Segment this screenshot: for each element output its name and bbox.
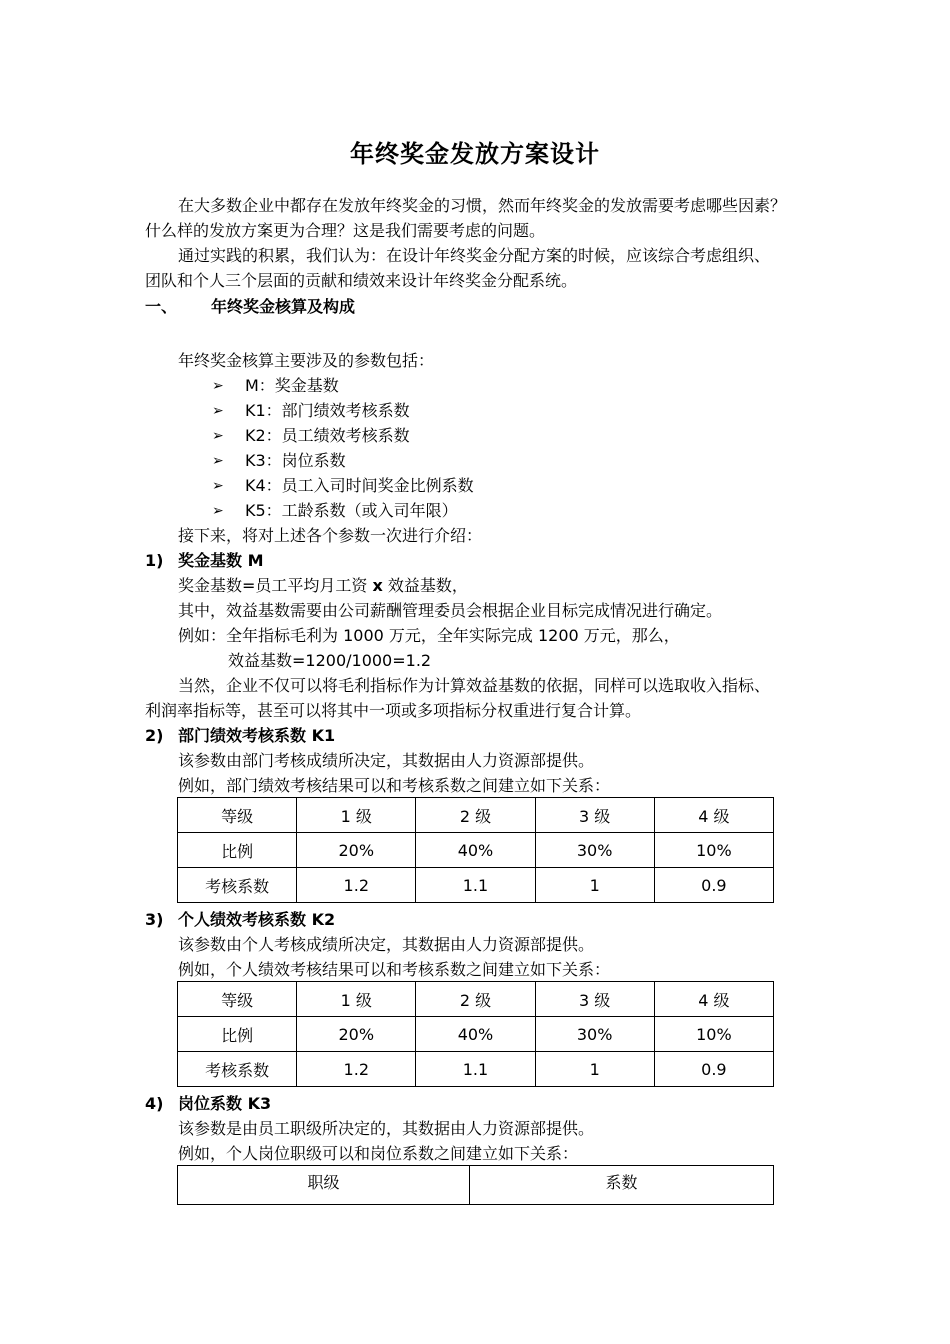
table-row: [178, 1017, 774, 1052]
table-cell: 20%: [297, 833, 416, 868]
parameter-bullet-item: K1：部门绩效考核系数: [245, 401, 410, 420]
arrow-bullet-icon: ➢: [212, 428, 224, 444]
table-cell: 考核系数: [178, 1052, 297, 1087]
section-1-number: 一、: [145, 297, 178, 316]
table-row: [178, 833, 774, 868]
item-3-line-2: 例如，个人绩效考核结果可以和考核系数之间建立如下关系：: [178, 960, 611, 979]
table-cell: 考核系数: [178, 868, 297, 903]
item-1-number: 1): [145, 551, 164, 570]
intro-paragraph-1-line-1: 在大多数企业中都存在发放年终奖金的习惯，然而年终奖金的发放需要考虑哪些因素？: [178, 196, 787, 215]
parameter-bullet-item: K5：工龄系数（或入司年限）: [245, 501, 458, 520]
item-1-line-3: 例如：全年指标毛利为 1000 万元，全年实际完成 1200 万元，那么，: [178, 626, 680, 645]
table-cell: 30%: [535, 833, 654, 868]
item-2-heading: 部门绩效考核系数 K1: [178, 726, 336, 745]
table-cell: 1 级: [297, 982, 416, 1017]
item-4-heading: 岗位系数 K3: [178, 1094, 272, 1113]
table-cell: 1.1: [416, 868, 535, 903]
item-4-number: 4): [145, 1094, 164, 1113]
table-cell: 等级: [178, 798, 297, 833]
table-cell: 1.1: [416, 1052, 535, 1087]
table-cell: 1.2: [297, 868, 416, 903]
table-header-row: [178, 1166, 774, 1205]
parameter-bullet-item: K3：岗位系数: [245, 451, 346, 470]
arrow-bullet-icon: ➢: [212, 453, 224, 469]
table-header-cell: 职级: [178, 1166, 470, 1205]
item-1-line-5: 当然，企业不仅可以将毛利指标作为计算效益基数的依据，同样可以选取收入指标、: [178, 676, 771, 695]
item-4-line-2: 例如，个人岗位职级可以和岗位系数之间建立如下关系：: [178, 1144, 579, 1163]
intro-paragraph-2-line-2: 团队和个人三个层面的贡献和绩效来设计年终奖金分配系统。: [145, 271, 578, 290]
item-1-line-4: 效益基数=1200/1000=1.2: [228, 651, 432, 670]
table-cell: 20%: [297, 1017, 416, 1052]
item-1-formula: [178, 574, 468, 598]
table-header-cell: 系数: [470, 1166, 774, 1205]
parameter-bullet-item: M：奖金基数: [245, 376, 339, 395]
table-cell: 3 级: [535, 798, 654, 833]
table-cell: 1: [535, 868, 654, 903]
table-cell: 10%: [654, 833, 773, 868]
item-1-heading: 奖金基数 M: [178, 551, 264, 570]
table-cell: 0.9: [654, 1052, 773, 1087]
table-cell: 1 级: [297, 798, 416, 833]
position-coefficient-table: [177, 1165, 774, 1205]
table-row: [178, 798, 774, 833]
table-cell: 1: [535, 1052, 654, 1087]
table-cell: 4 级: [654, 982, 773, 1017]
table-cell: 4 级: [654, 798, 773, 833]
formula-multiply: x: [372, 576, 383, 595]
formula-text: 奖金基数=员工平均月工资: [178, 576, 373, 595]
table-row: [178, 868, 774, 903]
section-1-next: 接下来，将对上述各个参数一次进行介绍：: [178, 526, 483, 545]
section-1-lead: 年终奖金核算主要涉及的参数包括：: [178, 351, 435, 370]
parameter-bullet-item: K4：员工入司时间奖金比例系数: [245, 476, 474, 495]
arrow-bullet-icon: ➢: [212, 503, 224, 519]
table-cell: 30%: [535, 1017, 654, 1052]
item-3-heading: 个人绩效考核系数 K2: [178, 910, 336, 929]
personal-coefficient-table: [177, 981, 774, 1087]
item-1-line-6: 利润率指标等，甚至可以将其中一项或多项指标分权重进行复合计算。: [145, 701, 642, 720]
parameter-bullet-item: K2：员工绩效考核系数: [245, 426, 410, 445]
table-cell: 比例: [178, 1017, 297, 1052]
table-cell: 等级: [178, 982, 297, 1017]
table-cell: 2 级: [416, 982, 535, 1017]
table-cell: 0.9: [654, 868, 773, 903]
item-2-line-1: 该参数由部门考核成绩所决定，其数据由人力资源部提供。: [178, 751, 595, 770]
item-3-number: 3): [145, 910, 164, 929]
section-1-heading: 年终奖金核算及构成: [211, 297, 356, 316]
intro-paragraph-1-line-2: 什么样的发放方案更为合理？这是我们需要考虑的问题。: [145, 221, 546, 240]
table-cell: 3 级: [535, 982, 654, 1017]
item-2-number: 2): [145, 726, 164, 745]
table-cell: 10%: [654, 1017, 773, 1052]
table-cell: 2 级: [416, 798, 535, 833]
intro-paragraph-2-line-1: 通过实践的积累，我们认为：在设计年终奖金分配方案的时候，应该综合考虑组织、: [178, 246, 771, 265]
table-row: [178, 1052, 774, 1087]
item-4-line-1: 该参数是由员工职级所决定的，其数据由人力资源部提供。: [178, 1119, 595, 1138]
document-title: 年终奖金发放方案设计: [350, 140, 600, 168]
table-cell: 40%: [416, 1017, 535, 1052]
table-row: [178, 982, 774, 1017]
item-2-line-2: 例如，部门绩效考核结果可以和考核系数之间建立如下关系：: [178, 776, 611, 795]
department-coefficient-table: [177, 797, 774, 903]
arrow-bullet-icon: ➢: [212, 378, 224, 394]
table-cell: 比例: [178, 833, 297, 868]
formula-text-end: 效益基数，: [382, 576, 468, 595]
arrow-bullet-icon: ➢: [212, 478, 224, 494]
arrow-bullet-icon: ➢: [212, 403, 224, 419]
item-3-line-1: 该参数由个人考核成绩所决定，其数据由人力资源部提供。: [178, 935, 595, 954]
item-1-line-2: 其中，效益基数需要由公司薪酬管理委员会根据企业目标完成情况进行确定。: [178, 601, 723, 620]
table-cell: 40%: [416, 833, 535, 868]
table-cell: 1.2: [297, 1052, 416, 1087]
